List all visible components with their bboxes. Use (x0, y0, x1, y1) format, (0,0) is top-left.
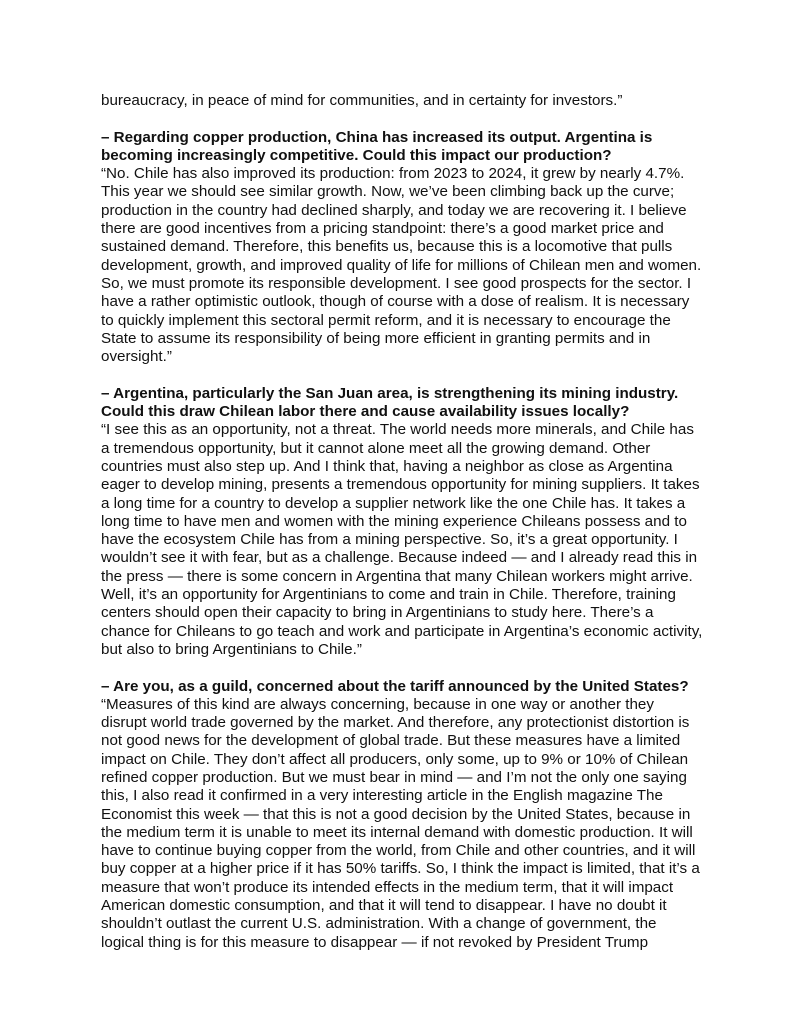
document-page (101, 92, 703, 970)
answer-paragraph: “I see this as an opportunity, not a threat. The world needs more minerals, and Chile has a tremendous opportunity, but it cannot alone meet all the growing demand. Other countries must also step up. And I think that, having a neighbor as close as Argentina eager to develop mining, presents a tremendous opportunity for mining suppliers. It takes a long time for a country to develop a supplier network like the one Chile has. It takes a long time to have men and women with the mining experience Chileans possess and to have the ecosystem Chile has from a mining perspective. So, it’s a great opportunity. I wouldn’t see it with fear, but as a challenge. Because indeed — and I already read this in the press — there is some concern in Argentina that many Chilean workers might arrive. Well, it’s an opportunity for Argentinians to come and train in Chile. Therefore, training centers should open their capacity to bring in Argentinians to study here. There’s a chance for Chileans to go teach and work and participate in Argentina’s economic activity, but also to bring Argentinians to Chile.” (101, 421, 703, 658)
question-heading: – Are you, as a guild, concerned about the tariff announced by the United States? (101, 677, 689, 695)
answer-paragraph: “No. Chile has also improved its production: from 2023 to 2024, it grew by nearly 4.7%. This year we should see similar growth. Now, we’ve been climbing back up the curve; production in the country had declined sharply, and today we are recovering it. I believe there are good incentives from a pricing standpoint: there’s a good market price and sustained demand. Therefore, this benefits us, because this is a locomotive that pulls development, growth, and improved quality of life for millions of Chilean men and women. So, we must promote its responsible development. I see good prospects for the sector. I have a rather optimistic outlook, though of course with a dose of realism. It is necessary to quickly implement this sectoral permit reform, and it is necessary to encourage the State to assume its responsibility of being more efficient in granting permits and in oversight.” (101, 165, 702, 366)
lead-paragraph: bureaucracy, in peace of mind for communities, and in certainty for investors.” (101, 92, 623, 109)
question-heading: – Regarding copper production, China has increased its output. Argentina is becoming increasingly competitive. Could this impact our production? (101, 128, 653, 164)
qa-block-copper-production (101, 129, 703, 367)
qa-block-us-tariff (101, 678, 703, 952)
question-heading: – Argentina, particularly the San Juan area, is strengthening its mining industry. Could this draw Chilean labor there and cause availability issues locally? (101, 384, 679, 421)
qa-block-argentina-labor (101, 385, 703, 659)
answer-paragraph: “Measures of this kind are always concerning, because in one way or another they disrupt world trade governed by the market. And therefore, any protectionist distortion is not good news for the development of global trade. But these measures have a limited impact on Chile. They don’t affect all producers, only some, up to 9% or 10% of Chilean refined copper production. But we must bear in mind — and I’m not the only one saying this, I also read it confirmed in a very interesting article in the English magazine The Economist this week — that this is not a good decision by the United States, because in the medium term it is unable to meet its internal demand with domestic production. It will have to continue buying copper from the world, from Chile and other countries, and it will buy copper at a higher price if it has 50% tariffs. So, I think the impact is limited, that it’s a measure that won’t produce its intended effects in the medium term, that it will impact American domestic consumption, and that it will tend to disappear. I have no doubt it shouldn’t outlast the current U.S. administration. With a change of government, the logical thing is for this measure to disappear — if not revoked by President Trump (101, 695, 700, 951)
